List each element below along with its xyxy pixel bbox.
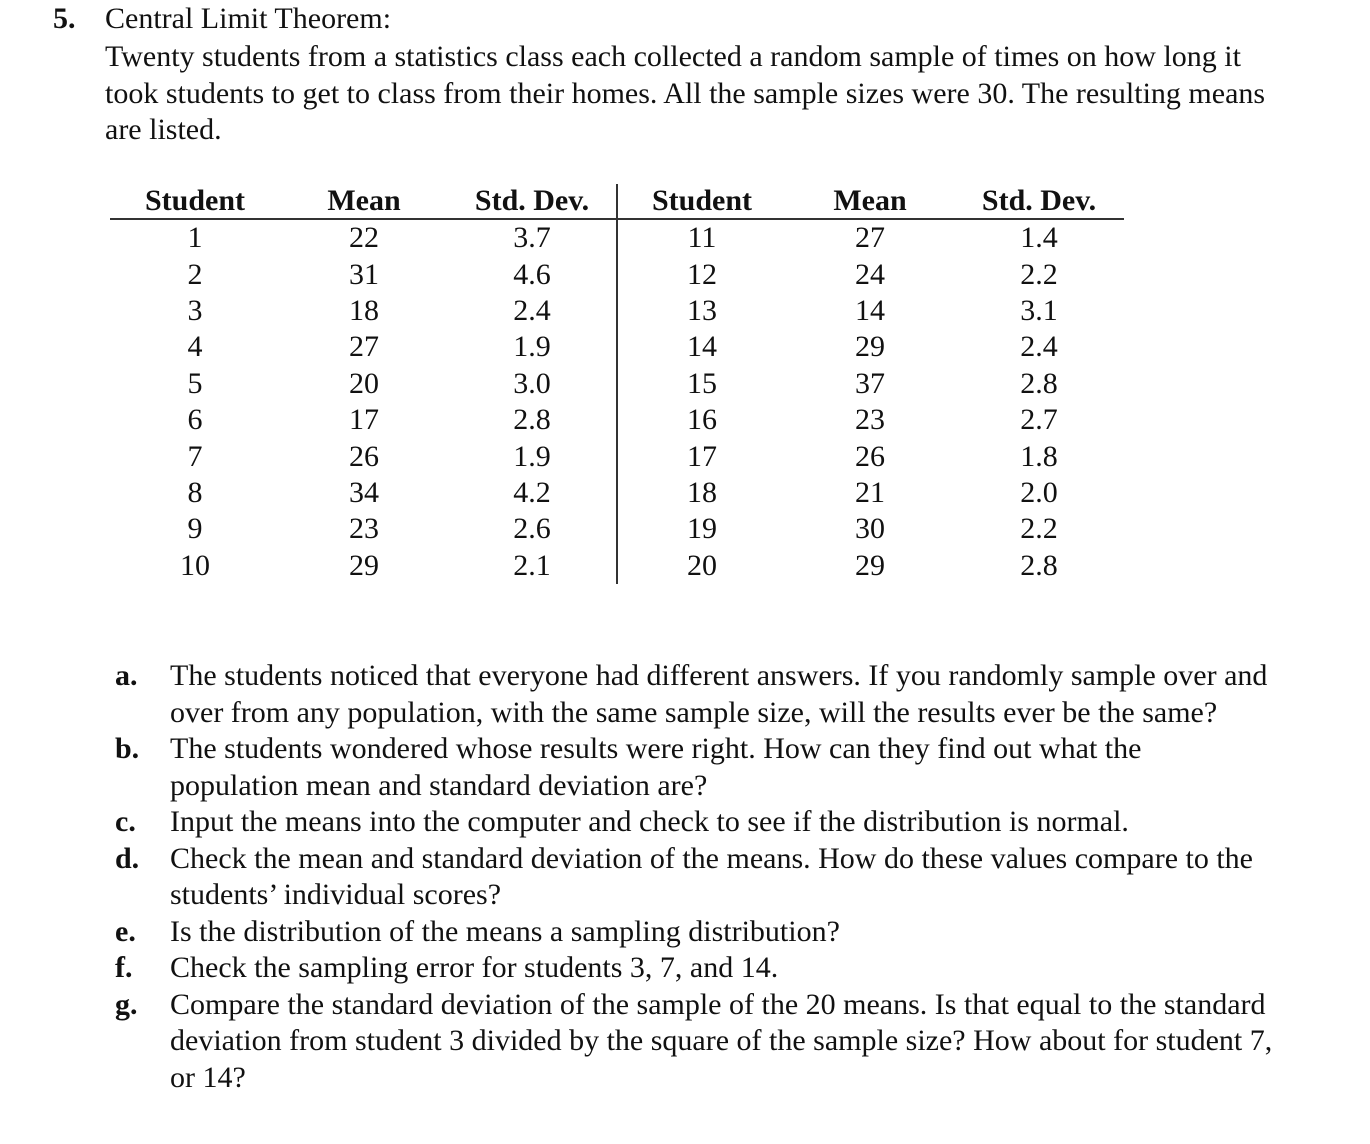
student-cell: 17 bbox=[687, 439, 717, 473]
question-letter: b. bbox=[115, 732, 140, 765]
mean-cell: 27 bbox=[855, 221, 885, 255]
mean-cell: 17 bbox=[349, 403, 379, 437]
std-dev-cell: 3.1 bbox=[1020, 293, 1058, 327]
student-cell: 10 bbox=[180, 548, 210, 582]
student-cell: 8 bbox=[187, 475, 203, 509]
mean-cell: 29 bbox=[349, 548, 379, 582]
mean-cell: 29 bbox=[855, 330, 885, 364]
question-letter: g. bbox=[115, 987, 138, 1021]
student-cell: 1 bbox=[187, 221, 203, 255]
question-letter: d. bbox=[115, 841, 140, 875]
question-letter: e. bbox=[115, 914, 136, 948]
question-item bbox=[115, 987, 1345, 1097]
question-text-line: over from any population, with the same sample size, will the results ever be the same? bbox=[170, 695, 1218, 729]
student-cell: 15 bbox=[687, 366, 717, 400]
mean-cell: 37 bbox=[855, 366, 885, 400]
mean-cell: 18 bbox=[349, 293, 379, 327]
table-row bbox=[110, 438, 1124, 474]
student-cell: 7 bbox=[187, 439, 203, 473]
mean-cell: 27 bbox=[349, 330, 379, 364]
mean-cell: 23 bbox=[349, 512, 379, 546]
question-item bbox=[115, 658, 1345, 731]
question-text-line: deviation from student 3 divided by the square of the sample size? How about for student 7, bbox=[170, 1024, 1273, 1057]
problem-number: 5. bbox=[53, 2, 76, 35]
table-row bbox=[110, 329, 1124, 365]
mean-cell: 29 bbox=[855, 548, 885, 582]
std-dev-cell: 2.4 bbox=[1020, 330, 1058, 364]
question-text-line: Is the distribution of the means a sampling distribution? bbox=[170, 914, 840, 948]
std-dev-cell: 4.2 bbox=[448, 475, 617, 511]
question-item bbox=[115, 731, 1345, 804]
header-mean: Mean bbox=[280, 184, 448, 219]
student-cell: 5 bbox=[187, 366, 203, 400]
student-cell: 20 bbox=[687, 548, 717, 582]
table-row bbox=[110, 511, 1124, 547]
std-dev-cell: 2.7 bbox=[1020, 403, 1058, 437]
std-dev-cell: 1.8 bbox=[1020, 439, 1058, 473]
question-text-line: Check the sampling error for students 3, 7, and 14. bbox=[170, 951, 779, 984]
question-letter: a. bbox=[115, 659, 138, 692]
header-std-dev: Std. Dev. bbox=[954, 184, 1124, 219]
std-dev-cell: 2.4 bbox=[448, 293, 617, 329]
mean-cell: 24 bbox=[855, 257, 885, 291]
std-dev-cell: 2.8 bbox=[448, 402, 617, 438]
mean-cell: 31 bbox=[349, 257, 379, 291]
table-row bbox=[110, 219, 1124, 256]
std-dev-cell: 2.0 bbox=[1020, 475, 1058, 509]
mean-cell: 34 bbox=[349, 475, 379, 509]
mean-cell: 26 bbox=[349, 439, 379, 473]
student-cell: 6 bbox=[187, 403, 203, 437]
question-item bbox=[115, 950, 1345, 987]
question-letter: f. bbox=[115, 951, 133, 984]
intro-line: took students to get to class from their homes. All the sample sizes were 30. The resulting means bbox=[105, 76, 1266, 110]
std-dev-cell: 1.9 bbox=[448, 438, 617, 474]
mean-cell: 30 bbox=[855, 512, 885, 546]
student-cell: 16 bbox=[687, 403, 717, 437]
question-text-line: students’ individual scores? bbox=[170, 878, 502, 911]
intro-line: are listed. bbox=[105, 113, 222, 146]
std-dev-cell: 2.2 bbox=[1020, 257, 1058, 291]
question-text-line: Input the means into the computer and check to see if the distribution is normal. bbox=[170, 805, 1129, 838]
std-dev-cell: 2.1 bbox=[448, 548, 617, 584]
table-row bbox=[110, 402, 1124, 438]
std-dev-cell: 4.6 bbox=[448, 256, 617, 292]
student-cell: 12 bbox=[687, 257, 717, 291]
student-cell: 11 bbox=[687, 221, 717, 255]
question-text-line: The students wondered whose results were right. How can they find out what the bbox=[170, 732, 1142, 765]
student-cell: 2 bbox=[187, 257, 203, 291]
student-cell: 4 bbox=[187, 330, 203, 364]
question-text-line: or 14? bbox=[170, 1060, 246, 1094]
question-item bbox=[115, 841, 1345, 914]
student-cell: 14 bbox=[687, 330, 717, 364]
table-row bbox=[110, 475, 1124, 511]
std-dev-cell: 3.7 bbox=[448, 219, 617, 256]
question-text-line: Compare the standard deviation of the sample of the 20 means. Is that equal to the standard bbox=[170, 987, 1266, 1021]
question-list bbox=[115, 658, 1345, 1096]
mean-cell: 23 bbox=[855, 403, 885, 437]
std-dev-cell: 2.2 bbox=[1020, 512, 1058, 546]
table-row bbox=[110, 293, 1124, 329]
sample-means-table bbox=[110, 184, 1124, 584]
header-student: Student bbox=[617, 184, 786, 219]
mean-cell: 14 bbox=[855, 293, 885, 327]
std-dev-cell: 2.6 bbox=[448, 511, 617, 547]
student-cell: 13 bbox=[687, 293, 717, 327]
question-item bbox=[115, 804, 1345, 841]
mean-cell: 20 bbox=[349, 366, 379, 400]
table-row bbox=[110, 366, 1124, 402]
std-dev-cell: 2.8 bbox=[1020, 548, 1058, 582]
problem-intro bbox=[105, 39, 1345, 149]
std-dev-cell: 3.0 bbox=[448, 366, 617, 402]
table-header-row bbox=[110, 184, 1124, 219]
student-cell: 19 bbox=[687, 512, 717, 546]
student-cell: 18 bbox=[687, 475, 717, 509]
student-cell: 9 bbox=[187, 512, 203, 546]
header-mean: Mean bbox=[786, 184, 954, 219]
std-dev-cell: 1.4 bbox=[1020, 221, 1058, 255]
problem-title: Central Limit Theorem: bbox=[105, 2, 392, 35]
std-dev-cell: 1.9 bbox=[448, 329, 617, 365]
mean-cell: 26 bbox=[855, 439, 885, 473]
table-row bbox=[110, 548, 1124, 584]
mean-cell: 21 bbox=[855, 475, 885, 509]
intro-line: Twenty students from a statistics class each collected a random sample of times on how long it bbox=[105, 40, 1241, 73]
question-text-line: The students noticed that everyone had different answers. If you randomly sample over and bbox=[170, 659, 1268, 692]
student-cell: 3 bbox=[187, 293, 203, 327]
question-letter: c. bbox=[115, 805, 136, 838]
mean-cell: 22 bbox=[349, 221, 379, 255]
std-dev-cell: 2.8 bbox=[1020, 366, 1058, 400]
header-std-dev: Std. Dev. bbox=[448, 184, 617, 219]
question-text-line: Check the mean and standard deviation of the means. How do these values compare to the bbox=[170, 841, 1253, 875]
table-row bbox=[110, 256, 1124, 292]
question-item bbox=[115, 914, 1345, 951]
question-text-line: population mean and standard deviation are? bbox=[170, 768, 708, 802]
header-student: Student bbox=[110, 184, 280, 219]
